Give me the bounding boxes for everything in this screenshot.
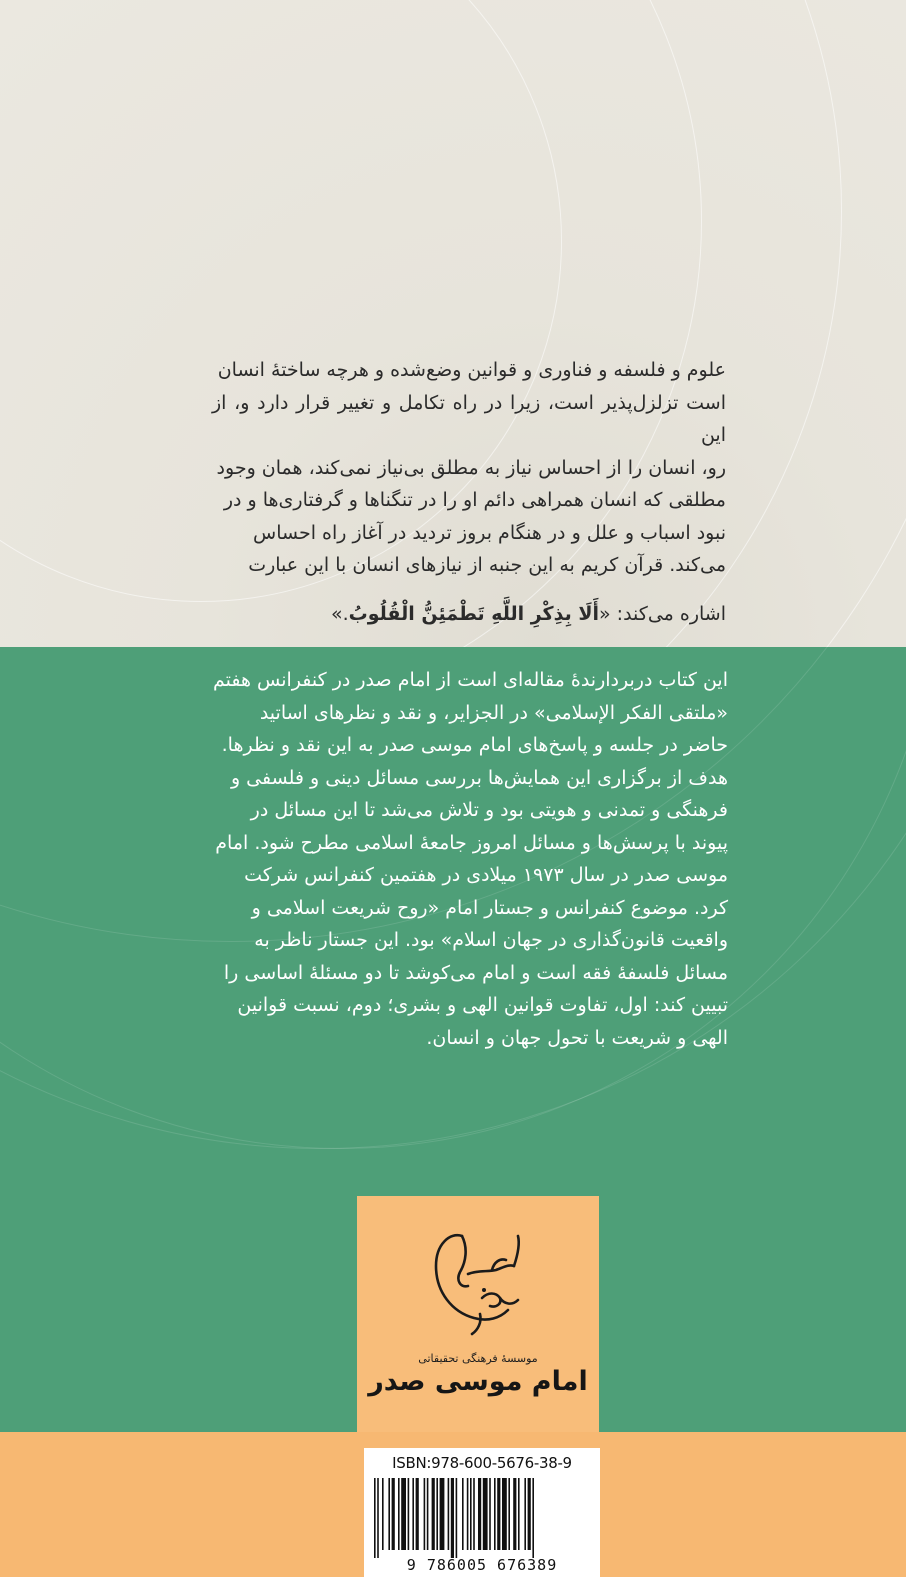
barcode-bar (528, 1478, 531, 1550)
seal-signature-icon (422, 1214, 534, 1344)
barcode-bar (392, 1478, 395, 1550)
quran-quote-line (212, 598, 726, 630)
barcode-bar (494, 1478, 496, 1550)
barcode-bar (489, 1478, 491, 1550)
barcode-bar (451, 1478, 454, 1558)
quran-verse: أَلَا بِذِكْرِ اللَّهِ تَطْمَئِنُّ الْقُلُوبُ (348, 603, 599, 625)
barcode-bar (502, 1478, 507, 1550)
barcode-bar (462, 1478, 464, 1550)
publisher-logo-box (357, 1196, 599, 1432)
barcode-bar (440, 1478, 445, 1550)
intro-paragraph: علوم و فلسفه و فناوری و قوانین وضع‌شده و هرچه ساختهٔ انسان است تزلزل‌پذیر است، زیرا در راه تکامل و تغییر قرار دارد و، از این رو، انسان را از احساس نیاز به مطلق بی‌نیاز نمی‌کند، همان وجود مطلقی که انسان همراهی دائم او را در تنگناها و گرفتاری‌ها و در نبود اسباب و علل و در هنگام بروز تردید در آغاز راه احساس می‌کند. قرآن کریم به این جنبه از نیازهای انسان با این عبارت (212, 359, 726, 576)
barcode-bar (448, 1478, 450, 1550)
barcode-bar (508, 1478, 510, 1550)
isbn-label: ISBN:978-600-5676-38-9 (392, 1454, 572, 1472)
barcode-bar (470, 1478, 472, 1550)
barcode-bar (416, 1478, 419, 1550)
barcode-bar (424, 1478, 426, 1550)
barcode-bar (513, 1478, 516, 1550)
isbn-barcode-box (364, 1448, 600, 1577)
quote-tail: .» (330, 603, 349, 625)
barcode-bar (398, 1478, 400, 1550)
barcode-icon (370, 1478, 594, 1558)
barcode-digits: 9 786005 676389 (406, 1556, 558, 1574)
barcode-bar (473, 1478, 475, 1550)
barcode-bar (401, 1478, 406, 1550)
barcode-bar (388, 1478, 390, 1550)
barcode-bar (432, 1478, 435, 1550)
barcode-bar (427, 1478, 429, 1550)
top-text-panel (0, 0, 906, 647)
barcode-bar (467, 1478, 469, 1550)
barcode-bar (518, 1478, 520, 1550)
quote-lead: اشاره می‌کند: « (599, 603, 726, 625)
barcode-bar (412, 1478, 414, 1550)
barcode-bar (478, 1478, 481, 1550)
barcode-bar (408, 1478, 410, 1550)
book-description-paragraph: این کتاب دربردارندهٔ مقاله‌ای است از امام صدر در کنفرانس هفتم «ملتقی الفکر الإسلامی» در الجزایر، و نقد و نظرهای اساتید حاضر در جلسه و پاسخ‌های امام موسی صدر به این نقد و نظرها. هدف از برگزاری این همایش‌ها بررسی مسائل دینی و فلسفی و فرهنگی و تمدنی و هویتی بود و تلاش می‌شد تا این مسائل در پیوند با پرسش‌ها و مسائل امروز جامعهٔ اسلامی مطرح شود. امام موسی صدر در سال ۱۹۷۳ میلادی در هفتمین کنفرانس شرکت کرد. موضوع کنفرانس و جستار امام «روح شریعت اسلامی و واقعیت قانون‌گذاری در جهان اسلام» بود. این جستار ناظر به مسائل فلسفهٔ فقه است و امام می‌کوشد تا دو مسئلهٔ اساسی را تبیین کند: اول، تفاوت قوانین الهی و بشری؛ دوم، نسبت قوانین الهی و شریعت با تحول جهان و انسان. (212, 669, 728, 1049)
barcode-bar (524, 1478, 526, 1550)
barcode-bar (456, 1478, 458, 1558)
barcode-bar (377, 1478, 379, 1558)
barcode-bar (382, 1478, 384, 1550)
barcode-bar (532, 1478, 534, 1558)
publisher-subtitle: موسسهٔ فرهنگی تحقیقاتی (418, 1352, 538, 1365)
barcode-bar (497, 1478, 500, 1550)
barcode-bar (374, 1478, 376, 1558)
barcode-bar (436, 1478, 438, 1550)
barcode-bar (483, 1478, 488, 1550)
publisher-name: امام موسی صدر (368, 1366, 588, 1397)
